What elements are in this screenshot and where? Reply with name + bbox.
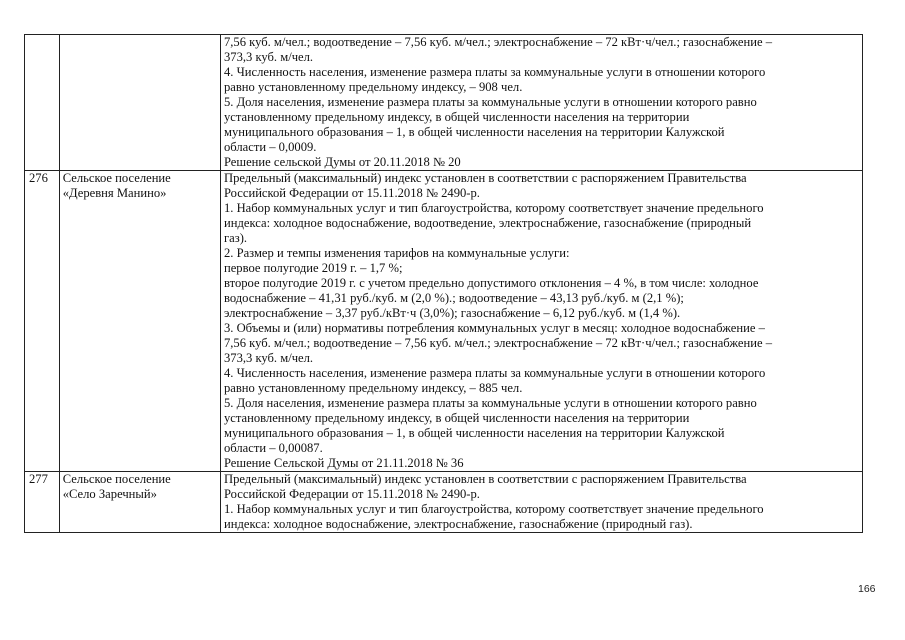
row-number: 277 — [25, 472, 60, 533]
description-line: равно установленному предельному индексу, – 908 чел. — [223, 80, 523, 94]
description-line: Предельный (максимальный) индекс установлен в соответствии с распоряжением Правительства — [223, 472, 747, 486]
description-line: области – 0,0009. — [223, 140, 317, 154]
description-line: 373,3 куб. м/чел. — [223, 50, 314, 64]
settlement-name — [59, 472, 220, 533]
description-line: установленному предельному индексу, в общей численности населения на территории — [223, 110, 690, 124]
row-number: 276 — [25, 171, 60, 472]
settlement-name-line: «Деревня Манино» — [62, 186, 167, 200]
table-row — [25, 171, 863, 472]
row-number — [25, 35, 60, 171]
description-line: 1. Набор коммунальных услуг и тип благоустройства, которому соответствует значение предельного — [223, 502, 764, 516]
description-line: 1. Набор коммунальных услуг и тип благоустройства, которому соответствует значение предельного — [223, 201, 764, 215]
settlement-name-line: «Село Заречный» — [62, 487, 157, 501]
description-line: индекса: холодное водоснабжение, электроснабжение, газоснабжение (природный газ). — [223, 517, 693, 531]
description-line: Российской Федерации от 15.11.2018 № 2490-р. — [223, 487, 480, 501]
settlement-name — [59, 35, 220, 171]
description-line: газ). — [223, 231, 248, 245]
page-number: 166 — [858, 583, 876, 595]
table-row — [25, 35, 863, 171]
description-line: второе полугодие 2019 г. с учетом предельно допустимого отклонения – 4 %, в том числе: холодное — [223, 276, 759, 290]
description-line: 4. Численность населения, изменение размера платы за коммунальные услуги в отношении которого — [223, 65, 766, 79]
description-line: муниципального образования – 1, в общей численности населения на территории Калужской — [223, 125, 725, 139]
settlement-name — [59, 171, 220, 472]
description-line: Предельный (максимальный) индекс установлен в соответствии с распоряжением Правительства — [223, 171, 747, 185]
description-line: индекса: холодное водоснабжение, водоотведение, электроснабжение, газоснабжение (природный — [223, 216, 752, 230]
table-body — [25, 35, 863, 533]
description-line: 4. Численность населения, изменение размера платы за коммунальные услуги в отношении которого — [223, 366, 766, 380]
description-line: установленному предельному индексу, в общей численности населения на территории — [223, 411, 690, 425]
description-line: Решение сельской Думы от 20.11.2018 № 20 — [223, 155, 461, 169]
description-line: 2. Размер и темпы изменения тарифов на коммунальные услуги: — [223, 246, 570, 260]
description-line: муниципального образования – 1, в общей численности населения на территории Калужской — [223, 426, 725, 440]
index-description — [220, 35, 862, 171]
description-line: 5. Доля населения, изменение размера платы за коммунальные услуги в отношении которого равно — [223, 396, 757, 410]
index-description — [220, 472, 862, 533]
description-line: водоснабжение – 41,31 руб./куб. м (2,0 %).; водоотведение – 43,13 руб./куб. м (2,1 %); — [223, 291, 684, 305]
description-line: области – 0,00087. — [223, 441, 323, 455]
settlement-name-line: Сельское поселение — [62, 472, 171, 486]
description-line: Решение Сельской Думы от 21.11.2018 № 36 — [223, 456, 464, 470]
description-line: 373,3 куб. м/чел. — [223, 351, 314, 365]
description-line: электроснабжение – 3,37 руб./кВт·ч (3,0%); газоснабжение – 6,12 руб./куб. м (1,4 %). — [223, 306, 681, 320]
description-line: равно установленному предельному индексу, – 885 чел. — [223, 381, 523, 395]
tariff-index-table — [24, 34, 863, 533]
description-line: Российской Федерации от 15.11.2018 № 2490-р. — [223, 186, 480, 200]
table-row — [25, 472, 863, 533]
settlement-name-line: Сельское поселение — [62, 171, 171, 185]
description-line: первое полугодие 2019 г. – 1,7 %; — [223, 261, 403, 275]
index-description — [220, 171, 862, 472]
description-line: 3. Объемы и (или) нормативы потребления коммунальных услуг в месяц: холодное водоснабжение – — [223, 321, 765, 335]
description-line: 7,56 куб. м/чел.; водоотведение – 7,56 куб. м/чел.; электроснабжение – 72 кВт·ч/чел.; газоснабжение – — [223, 336, 773, 350]
description-line: 5. Доля населения, изменение размера платы за коммунальные услуги в отношении которого равно — [223, 95, 757, 109]
description-line: 7,56 куб. м/чел.; водоотведение – 7,56 куб. м/чел.; электроснабжение – 72 кВт·ч/чел.; газоснабжение – — [223, 35, 773, 49]
